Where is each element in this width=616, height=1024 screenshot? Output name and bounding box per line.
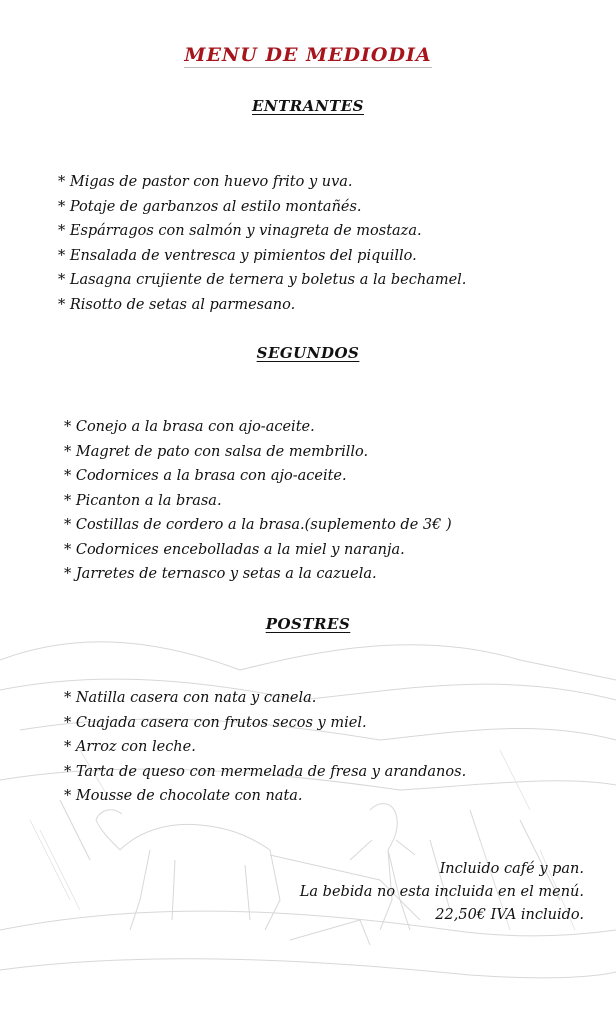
postres-list	[64, 686, 466, 809]
list-item: * Tarta de queso con mermelada de fresa y arandanos.	[64, 763, 467, 780]
list-item: * Migas de pastor con huevo frito y uva.	[58, 174, 353, 190]
segundos-list	[64, 415, 452, 587]
menu-title: MENU DE MEDIODIA	[184, 44, 432, 66]
list-item: * Cuajada casera con frutos secos y miel.	[64, 714, 367, 731]
list-item: * Costillas de cordero a la brasa.(suplemento de 3€ )	[64, 517, 452, 533]
list-item: * Codornices encebolladas a la miel y naranja.	[64, 541, 405, 558]
list-item: * Natilla casera con nata y canela.	[64, 690, 317, 706]
list-item: * Magret de pato con salsa de membrillo.	[64, 443, 369, 460]
menu-footer	[300, 858, 584, 927]
list-item: * Ensalada de ventresca y pimientos del piquillo.	[58, 247, 417, 264]
section-heading-entrantes: ENTRANTES	[251, 97, 365, 115]
menu-price: 22,50€ IVA incluido.	[435, 907, 584, 923]
section-heading-segundos: SEGUNDOS	[256, 344, 360, 362]
list-item: * Codornices a la brasa con ajo-aceite.	[64, 468, 347, 484]
footer-drink-note: La bebida no esta incluida en el menú.	[299, 884, 584, 900]
list-item: * Potaje de garbanzos al estilo montañés.	[58, 198, 362, 215]
entrantes-list	[58, 170, 466, 317]
footer-bread-coffee-note: Incluido café y pan.	[439, 861, 584, 877]
list-item: * Arroz con leche.	[64, 739, 196, 755]
list-item: * Jarretes de ternasco y setas a la cazuela.	[64, 566, 377, 582]
list-item: * Espárragos con salmón y vinagreta de mostaza.	[58, 223, 422, 239]
list-item: * Picanton a la brasa.	[64, 492, 222, 509]
section-heading-postres: POSTRES	[265, 615, 351, 633]
list-item: * Conejo a la brasa con ajo-aceite.	[64, 419, 315, 435]
plowing-farmer-sketch	[0, 600, 616, 1024]
list-item: * Risotto de setas al parmesano.	[58, 296, 296, 313]
list-item: * Mousse de chocolate con nata.	[64, 788, 303, 804]
list-item: * Lasagna crujiente de ternera y boletus a la bechamel.	[58, 272, 467, 288]
